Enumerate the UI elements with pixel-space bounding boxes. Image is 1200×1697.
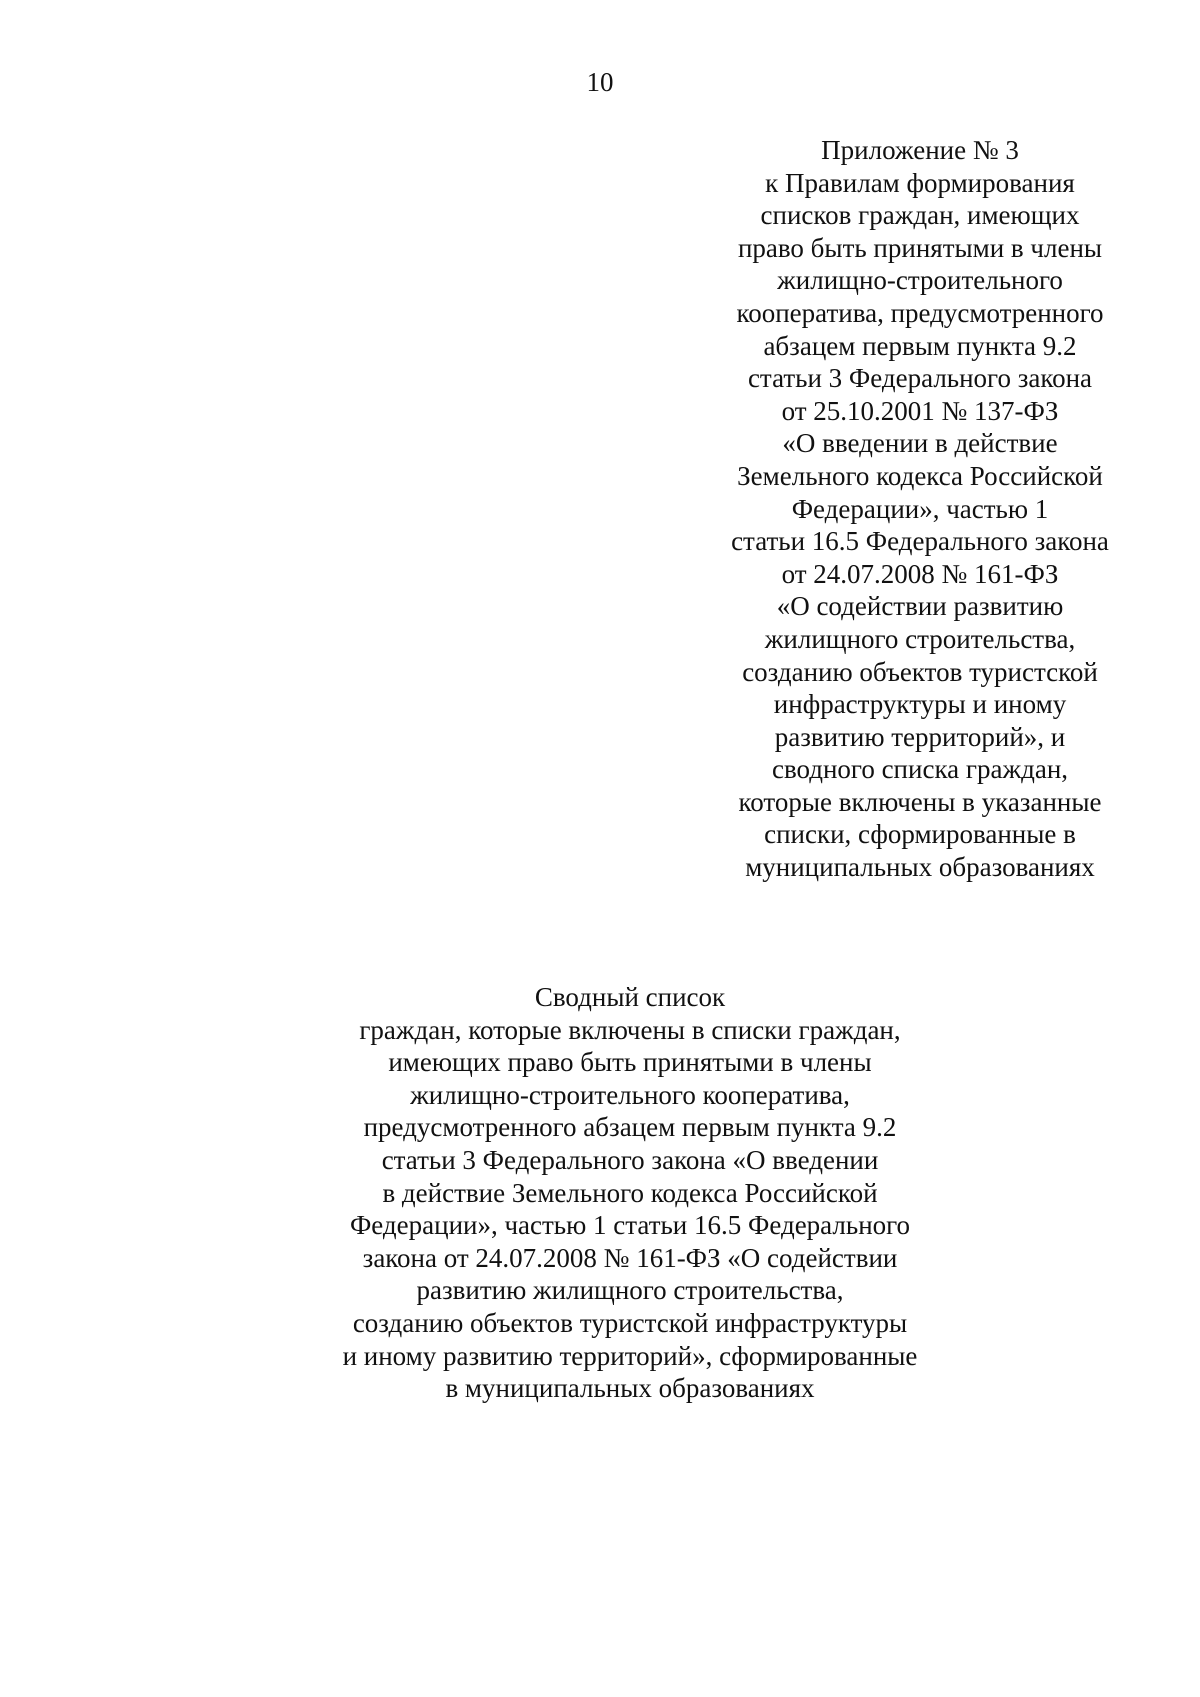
appendix-line: жилищно-строительного (777, 265, 1063, 296)
title-line: развитию жилищного строительства, (416, 1275, 844, 1306)
appendix-line: жилищного строительства, (764, 623, 1076, 654)
appendix-line: «О содействии развитию (776, 591, 1064, 622)
appendix-line: Федерации», частью 1 (791, 493, 1049, 524)
appendix-line: которые включены в указанные (738, 786, 1102, 817)
appendix-line: кооператива, предусмотренного (736, 297, 1104, 328)
appendix-line: к Правилам формирования (765, 167, 1075, 198)
appendix-line: абзацем первым пункта 9.2 (763, 330, 1077, 361)
appendix-line: от 25.10.2001 № 137-ФЗ (781, 395, 1059, 426)
title-line: Федерации», частью 1 статьи 16.5 Федерального (349, 1210, 911, 1241)
appendix-line: Земельного кодекса Российской (737, 460, 1103, 491)
page-number: 10 (586, 67, 614, 97)
title-line: закона от 24.07.2008 № 161-ФЗ «О содействии (362, 1242, 898, 1273)
appendix-line: списков граждан, имеющих (760, 200, 1080, 231)
title-line: статьи 3 Федерального закона «О введении (381, 1144, 879, 1175)
appendix-line: право быть принятыми в члены (737, 232, 1103, 263)
title-line: жилищно-строительного кооператива, (410, 1079, 850, 1110)
appendix-line: статьи 3 Федерального закона (747, 363, 1093, 394)
title-line: имеющих право быть принятыми в члены (388, 1047, 872, 1078)
appendix-line: статьи 16.5 Федерального закона (731, 526, 1109, 557)
title-line: предусмотренного абзацем первым пункта 9.2 (363, 1112, 897, 1143)
document-title (300, 981, 960, 1405)
title-line: граждан, которые включены в списки граждан, (359, 1014, 901, 1045)
appendix-line: муниципальных образованиях (745, 852, 1095, 883)
title-line: созданию объектов туристской инфраструктуры (352, 1307, 908, 1338)
title-line: и иному развитию территорий», сформированные (342, 1340, 918, 1371)
appendix-line: сводного списка граждан, (771, 754, 1069, 785)
appendix-line: развитию территорий», и (774, 721, 1066, 752)
appendix-line: от 24.07.2008 № 161-ФЗ (781, 558, 1059, 589)
appendix-line: «О введении в действие (782, 428, 1058, 459)
appendix-line: инфраструктуры и иному (773, 689, 1067, 720)
title-line: в действие Земельного кодекса Российской (382, 1177, 878, 1208)
appendix-line: Приложение № 3 (821, 135, 1019, 165)
appendix-header (700, 134, 1140, 884)
title-line: Сводный список (534, 982, 726, 1012)
appendix-line: списки, сформированные в (764, 819, 1076, 850)
appendix-line: созданию объектов туристской (742, 656, 1098, 687)
title-line: в муниципальных образованиях (445, 1373, 815, 1404)
